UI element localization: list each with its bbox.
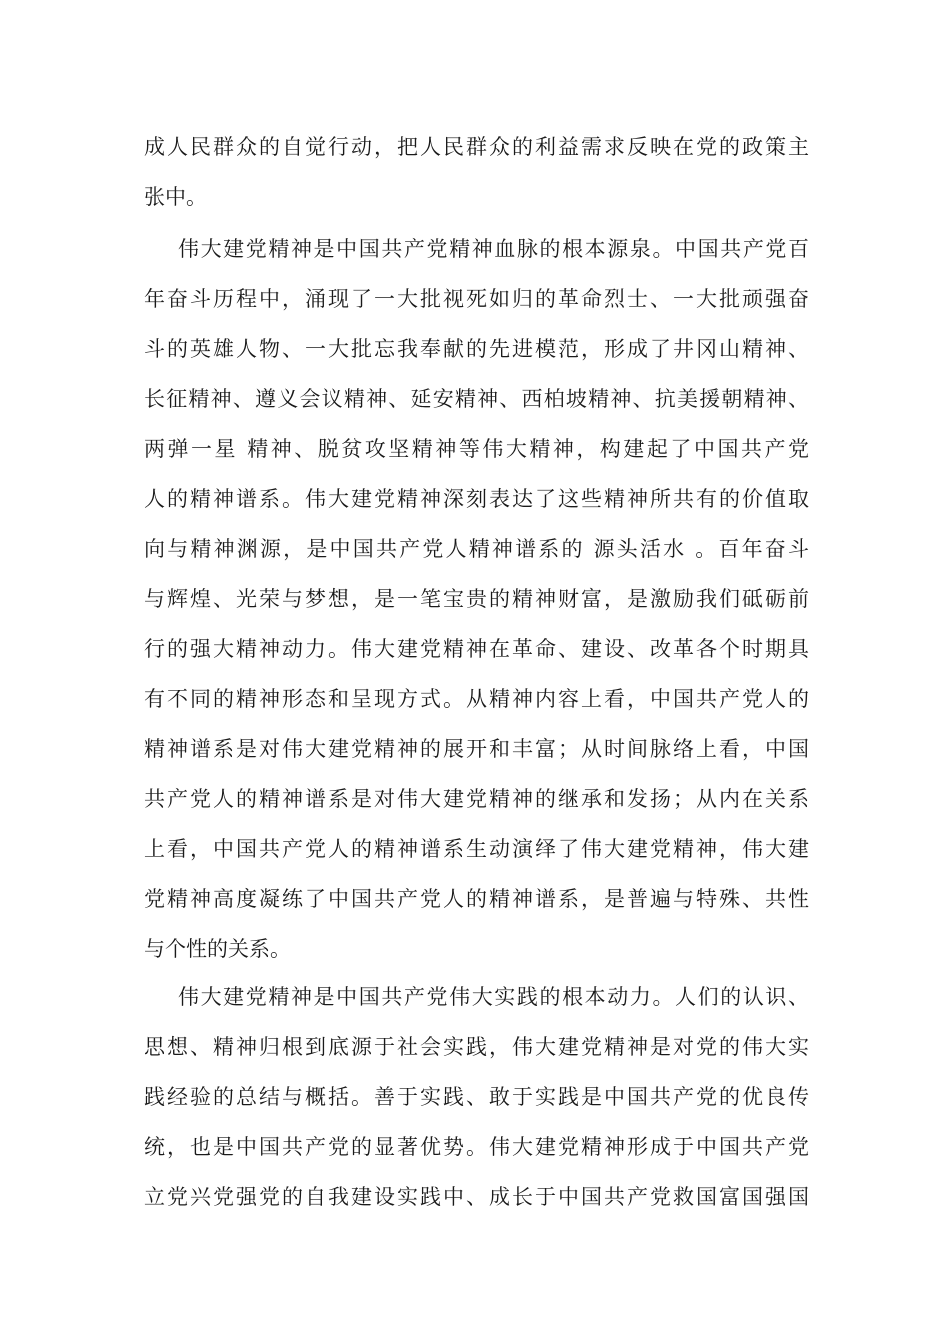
text-line: 有不同的精神形态和呈现方式。从精神内容上看，中国共产党人的 xyxy=(144,687,809,711)
paragraph-2 xyxy=(144,224,809,974)
text-line: 年奋斗历程中，涌现了一大批视死如归的革命烈士、一大批顽强奋 xyxy=(144,287,809,311)
text-line: 践经验的总结与概括。善于实践、敢于实践是中国共产党的优良传 xyxy=(144,1085,809,1109)
text-line: 成人民群众的自觉行动，把人民群众的利益需求反映在党的政策主 xyxy=(144,135,809,159)
text-line: 上看，中国共产党人的精神谱系生动演绎了伟大建党精神，伟大建 xyxy=(144,837,809,861)
text-line: 两弹一星 精神、脱贫攻坚精神等伟大精神，构建起了中国共产党 xyxy=(144,437,809,461)
text-line: 斗的英雄人物、一大批忘我奉献的先进模范，形成了井冈山精神、 xyxy=(144,337,809,361)
text-line: 与辉煌、光荣与梦想，是一笔宝贵的精神财富，是激励我们砥砺前 xyxy=(144,587,809,611)
paragraph-1 xyxy=(144,122,809,222)
text-line: 伟大建党精神是中国共产党伟大实践的根本动力。人们的认识、 xyxy=(178,985,809,1009)
text-line: 伟大建党精神是中国共产党精神血脉的根本源泉。中国共产党百 xyxy=(178,237,809,261)
text-line: 统，也是中国共产党的显著优势。伟大建党精神形成于中国共产党 xyxy=(144,1135,809,1159)
text-line: 共产党人的精神谱系是对伟大建党精神的继承和发扬；从内在关系 xyxy=(144,787,809,811)
text-line: 立党兴党强党的自我建设实践中、成长于中国共产党救国富国强国 xyxy=(144,1185,809,1209)
paragraph-3 xyxy=(144,972,809,1222)
text-line: 与个性的关系。 xyxy=(144,937,291,961)
text-line: 党精神高度凝练了中国共产党人的精神谱系，是普遍与特殊、共性 xyxy=(144,887,809,911)
text-line: 行的强大精神动力。伟大建党精神在革命、建设、改革各个时期具 xyxy=(144,637,809,661)
text-line: 精神谱系是对伟大建党精神的展开和丰富；从时间脉络上看，中国 xyxy=(144,737,809,761)
text-line: 人的精神谱系。伟大建党精神深刻表达了这些精神所共有的价值取 xyxy=(144,487,809,511)
text-line: 长征精神、遵义会议精神、延安精神、西柏坡精神、抗美援朝精神、 xyxy=(144,387,809,411)
text-line: 思想、精神归根到底源于社会实践，伟大建党精神是对党的伟大实 xyxy=(144,1035,809,1059)
text-line: 向与精神渊源，是中国共产党人精神谱系的 源头活水 。百年奋斗 xyxy=(144,537,809,561)
text-line: 张中。 xyxy=(144,185,207,209)
